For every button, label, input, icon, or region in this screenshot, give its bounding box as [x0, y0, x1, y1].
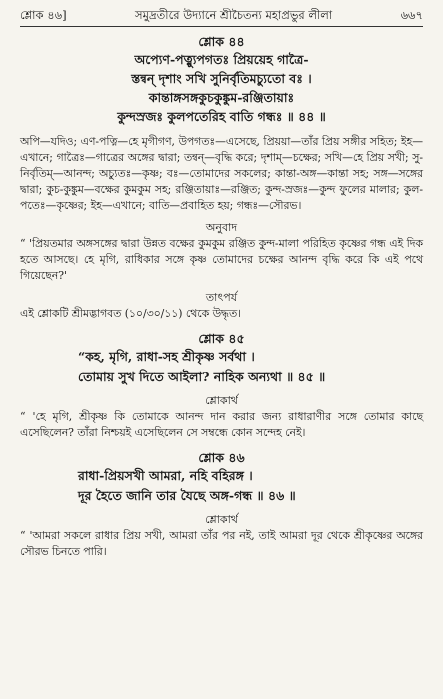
sloka-44-word-meaning: অপি—যদিও; এণ-পত্নি—হে মৃগীগণ, উপগতঃ—এসেছে, প্রিয়য়া—তাঁর প্রিয় সঙ্গীর সহিত; ইহ—এখানে; গাত্রৈঃ—গাত্রের অঙ্গের দ্বারা; তন্বন্—বৃদ্ধি করে; দৃশাম্—চক্ষের; সখি—হে প্রিয় সখী; সু-নির্বৃতিম্—আনন্দ; অচ্যুতঃ—কৃষ্ণ; বঃ—তোমাদের সকলের; কান্তা-অঙ্গ—কান্তা সহ; সঙ্গ—সঙ্গের দ্বারা; কুচ-কুঙ্কুম—বক্ষের কুমকুম সহ; রঞ্জিতায়াঃ—রঞ্জিত; কুন্দ-স্রজঃ—কুন্দ ফুলের মালার; কুল-পতেঃ—কৃষ্ণের; ইহ—এখানে; বাতি—প্রবাহিত হয়; গন্ধঃ—সৌরভ।	[20, 135, 423, 212]
sloka-44-line-4: কুন্দস্রজঃ কুলপতেরিহ বাতি গন্ধঃ ॥ ৪৪ ॥	[117, 109, 326, 124]
header-title: সমুদ্রতীরে উদ্যানে শ্রীচৈতন্য মহাপ্রভুর লীলা	[135, 8, 333, 22]
sloka-44-line-2: স্তন্বন্ দৃশাং সখি সুনির্বৃতিমচ্যুতো বঃ ।	[131, 71, 312, 86]
sloka-46-line-2: দূর হৈতে জানি তার যৈছে অঙ্গ-গন্ধ ॥ ৪৬ ॥	[78, 488, 296, 503]
sloka-46-meaning: “ 'আমরা সকলে রাধার প্রিয় সখী, আমরা তাঁর পর নই, তাই আমরা দূর থেকে শ্রীকৃষ্ণের অঙ্গের সৌরভ চিনতে পারি।	[20, 529, 423, 558]
anuvad-heading: অনুবাদ	[205, 221, 238, 234]
sloka-46-heading: শ্লোক ৪৬	[198, 450, 245, 465]
sloka-45-slokartha-heading: শ্লোকার্থ	[205, 394, 238, 407]
header-sloka-ref: শ্লোক ৪৬]	[20, 8, 67, 22]
sloka-45-heading: শ্লোক ৪৫	[198, 331, 245, 346]
sloka-44-purport: এই শ্লোকটি শ্রীমদ্ভাগবত (১০/৩০/১১) থেকে উদ্ধৃত।	[20, 307, 241, 320]
sloka-45-line-1: “কহ, মৃগি, রাধা-সহ শ্রীকৃষ্ণ সর্বথা ।	[78, 349, 255, 364]
sloka-44-line-3: কান্তাঙ্গসঙ্গকুচকুঙ্কুম-রঞ্জিতায়াঃ	[148, 90, 295, 105]
sloka-45-line-2: তোমায় সুখ দিতে আইলা? নাহিক অন্যথা ॥ ৪৫ ॥	[78, 369, 326, 384]
sloka-45-meaning: “ 'হে মৃগি, শ্রীকৃষ্ণ কি তোমাকে আনন্দ দান করার জন্য রাধারাণীর সঙ্গে তোমার কাছে এসেছিলেন? তাঁরা নিশ্চয়ই এসেছিলেন সে সম্বন্ধে কোন সন্দেহ নেই।	[20, 410, 423, 439]
sloka-44-heading: শ্লোক ৪৪	[198, 34, 245, 49]
page-number: ৬৬৭	[400, 8, 423, 22]
sloka-44-translation: “ 'প্রিয়তমার অঙ্গসঙ্গের দ্বারা উন্নত বক্ষের কুমকুম রঞ্জিত কুন্দ-মালা পরিহিত কৃষ্ণের গন্ধ এই দিক হতে আসছে। হে মৃগি, রাধিকার সঙ্গে কৃষ্ণ তোমাদের চক্ষের আনন্দ বৃদ্ধি করে কি এই পথে গিয়েছেন?'	[20, 237, 423, 282]
sloka-44-line-1: অপ্যেণ-পত্ন্যুপগতঃ প্রিয়য়েহ গাত্রৈ-	[134, 52, 309, 67]
header-divider	[20, 26, 423, 27]
running-header	[20, 6, 423, 24]
tatparya-heading: তাৎপর্য	[205, 291, 238, 304]
sloka-46-slokartha-heading: শ্লোকার্থ	[205, 513, 238, 526]
sloka-46-line-1: রাধা-প্রিয়সখী আমরা, নহি বহিরঙ্গ ।	[78, 468, 253, 483]
